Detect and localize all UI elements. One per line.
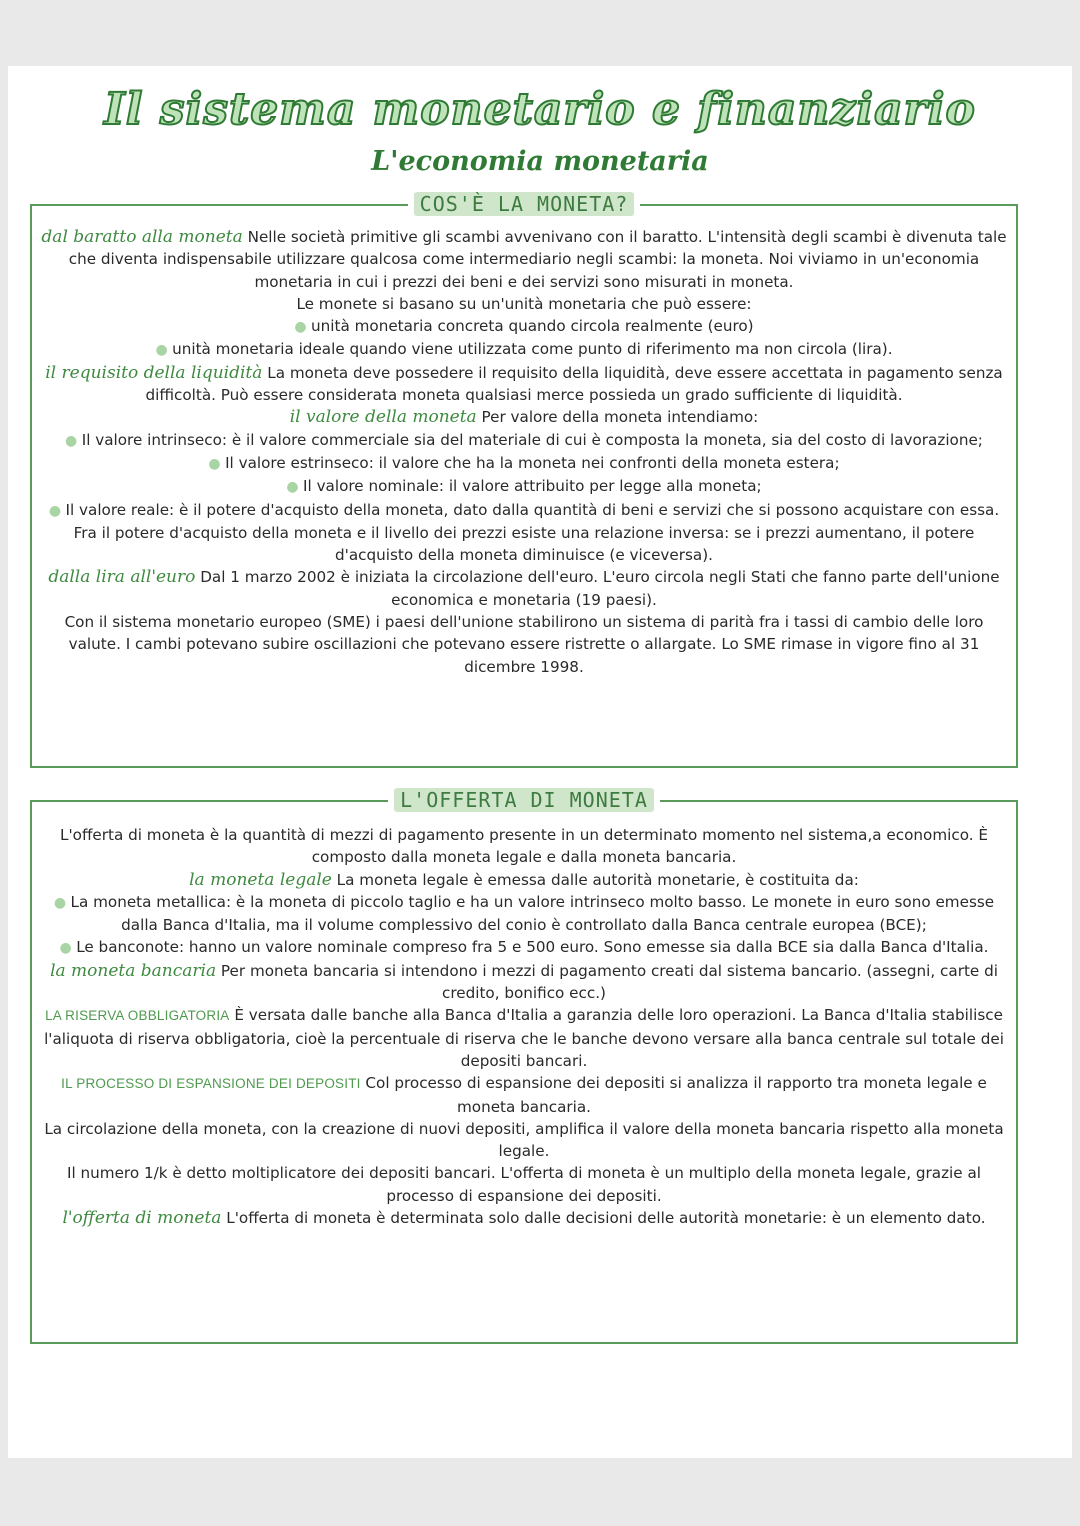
list-item: [40, 429, 1008, 452]
page-subtitle: L'economia monetaria: [371, 146, 709, 177]
paragraph: [40, 1004, 1008, 1072]
list-item: [40, 475, 1008, 498]
list-item: [40, 499, 1008, 567]
bullet-dot-icon: ●: [59, 940, 77, 957]
paragraph-text: È versata dalle banche alla Banca d'Italia a garanzia delle loro operazioni. La Banca d'Italia stabilisce l'aliquota di riserva obbligatoria, cioè la percentuale di riserva che le banche devono versare alla banca centrale sul totale dei depositi bancari.: [44, 1006, 1004, 1070]
paragraph: Le monete si basano su un'unità monetaria che può essere:: [296, 294, 752, 313]
section-content: [40, 226, 1008, 678]
paragraph-text: Nelle società primitive gli scambi avvenivano con il baratto. L'intensità degli scambi è divenuta tale che diventa indispensabile utilizzare qualcosa come intermediario negli scambi: la moneta. Noi viviamo in un'economia monetaria in cui i prezzi dei beni e dei servizi sono misurati in moneta.: [68, 228, 1007, 291]
paragraph: Con il sistema monetario europeo (SME) i paesi dell'unione stabilirono un sistema di parità fra i tassi di cambio delle loro valute. I cambi potevano subire oscillazioni che potevano essere ristrette o allargate. Lo SME rimase in vigore fino al 31 dicembre 1998.: [64, 613, 984, 676]
list-item: [40, 315, 1008, 338]
paragraph: [40, 362, 1008, 407]
list-item-text: unità monetaria ideale quando viene utilizzata come punto di riferimento ma non circola (lira).: [172, 340, 893, 359]
list-item-text: La moneta metallica: è la moneta di piccolo taglio e ha un valore intrinseco molto basso. Le monete in euro sono emesse dalla Banca d'Italia, ma il volume complessivo del conio è controllato dalla Banca centrale europea (BCE);: [70, 892, 995, 935]
list-item: [40, 338, 1008, 361]
bullet-dot-icon: ●: [155, 342, 173, 359]
paragraph: [40, 869, 1008, 891]
section-heading: COS'È LA MONETA?: [414, 192, 635, 216]
paragraph-lead: l'offerta di moneta: [62, 1208, 222, 1229]
section-label: [32, 192, 1016, 216]
paragraph-text: Per valore della moneta intendiamo:: [476, 408, 759, 427]
paragraph-text: Per moneta bancaria si intendono i mezzi di pagamento creati dal sistema bancario. (assegni, carte di credito, bonifico ecc.): [216, 961, 998, 1003]
paragraph: [40, 406, 1008, 428]
paragraph: Il numero 1/k è detto moltiplicatore dei depositi bancari. L'offerta di moneta è un multiplo della moneta legale, grazie al processo di espansione dei depositi.: [67, 1164, 981, 1205]
bullet-dot-icon: ●: [48, 502, 66, 519]
section-offerta-di-moneta: [30, 788, 1018, 1344]
list-item-text: Il valore estrinseco: il valore che ha la moneta nei confronti della moneta estera;: [225, 453, 840, 472]
list-item-text: Le banconote: hanno un valore nominale compreso fra 5 e 500 euro. Sono emesse sia dalla BCE sia dalla Banca d'Italia.: [76, 938, 989, 957]
paragraph-text: Col processo di espansione dei depositi si analizza il rapporto tra moneta legale e moneta bancaria.: [360, 1074, 987, 1116]
list-item: [40, 891, 1008, 937]
page-title: Il sistema monetario e finanziario: [104, 84, 976, 135]
paragraph: [40, 1072, 1008, 1118]
paragraph-text: La moneta deve possedere il requisito della liquidità, deve essere accettata in pagamento senza difficoltà. Può essere considerata moneta qualsiasi merce possieda un grado sufficiente di liquidità.: [145, 363, 1003, 405]
paragraph: La circolazione della moneta, con la creazione di nuovi depositi, amplifica il valore della moneta bancaria rispetto alla moneta legale.: [44, 1119, 1004, 1161]
list-item-text: Il valore intrinseco: è il valore commerciale sia del materiale di cui è composta la moneta, sia del costo di lavorazione;: [81, 430, 983, 449]
paragraph-lead: LA RISERVA OBBLIGATORIA: [45, 1008, 230, 1024]
section-heading: L'OFFERTA DI MONETA: [394, 788, 654, 812]
paragraph-lead: IL PROCESSO DI ESPANSIONE DEI DEPOSITI: [61, 1076, 361, 1092]
paragraph-text: Dal 1 marzo 2002 è iniziata la circolazione dell'euro. L'euro circola negli Stati che fanno parte dell'unione economica e monetaria (19 paesi).: [195, 568, 1000, 609]
bullet-dot-icon: ●: [208, 455, 226, 472]
list-item-text: Il valore nominale: il valore attribuito per legge alla moneta;: [303, 477, 762, 496]
paragraph-lead: il valore della moneta: [289, 407, 477, 428]
document-page: [8, 66, 1072, 1458]
section-cos-e-la-moneta: [30, 192, 1018, 768]
list-item-text: unità monetaria concreta quando circola realmente (euro): [311, 317, 754, 336]
paragraph-text: L'offerta di moneta è determinata solo dalle decisioni delle autorità monetarie: è un elemento dato.: [221, 1209, 986, 1228]
paragraph: [40, 960, 1008, 1005]
paragraph-lead: la moneta bancaria: [50, 960, 217, 981]
paragraph-lead: dalla lira all'euro: [48, 567, 196, 588]
bullet-dot-icon: ●: [286, 479, 304, 496]
section-content: [40, 824, 1008, 1229]
paragraph-lead: dal baratto alla moneta: [41, 227, 243, 247]
paragraph-lead: la moneta legale: [189, 869, 332, 890]
paragraph: [40, 1207, 1008, 1229]
paragraph: [40, 566, 1008, 611]
bullet-dot-icon: ●: [65, 432, 82, 449]
paragraph-text: La moneta legale è emessa dalle autorità monetarie, è costituita da:: [331, 870, 859, 889]
paragraph: [40, 226, 1008, 293]
paragraph-lead: il requisito della liquidità: [45, 362, 263, 383]
list-item: [40, 936, 1008, 959]
bullet-dot-icon: ●: [53, 894, 71, 911]
list-item-text: Il valore reale: è il potere d'acquisto della moneta, dato dalla quantità di beni e servizi che si possono acquistare con essa. Fra il potere d'acquisto della moneta e il livello dei prezzi esiste una relazione inversa: se i prezzi aumentano, il potere d'acquisto della moneta diminuisce (e viceversa).: [65, 500, 1000, 565]
bullet-dot-icon: ●: [294, 319, 312, 336]
section-label: [32, 788, 1016, 812]
list-item: [40, 452, 1008, 475]
paragraph: L'offerta di moneta è la quantità di mezzi di pagamento presente in un determinato momento nel sistema,a economico. È composto dalla moneta legale e dalla moneta bancaria.: [60, 826, 988, 867]
